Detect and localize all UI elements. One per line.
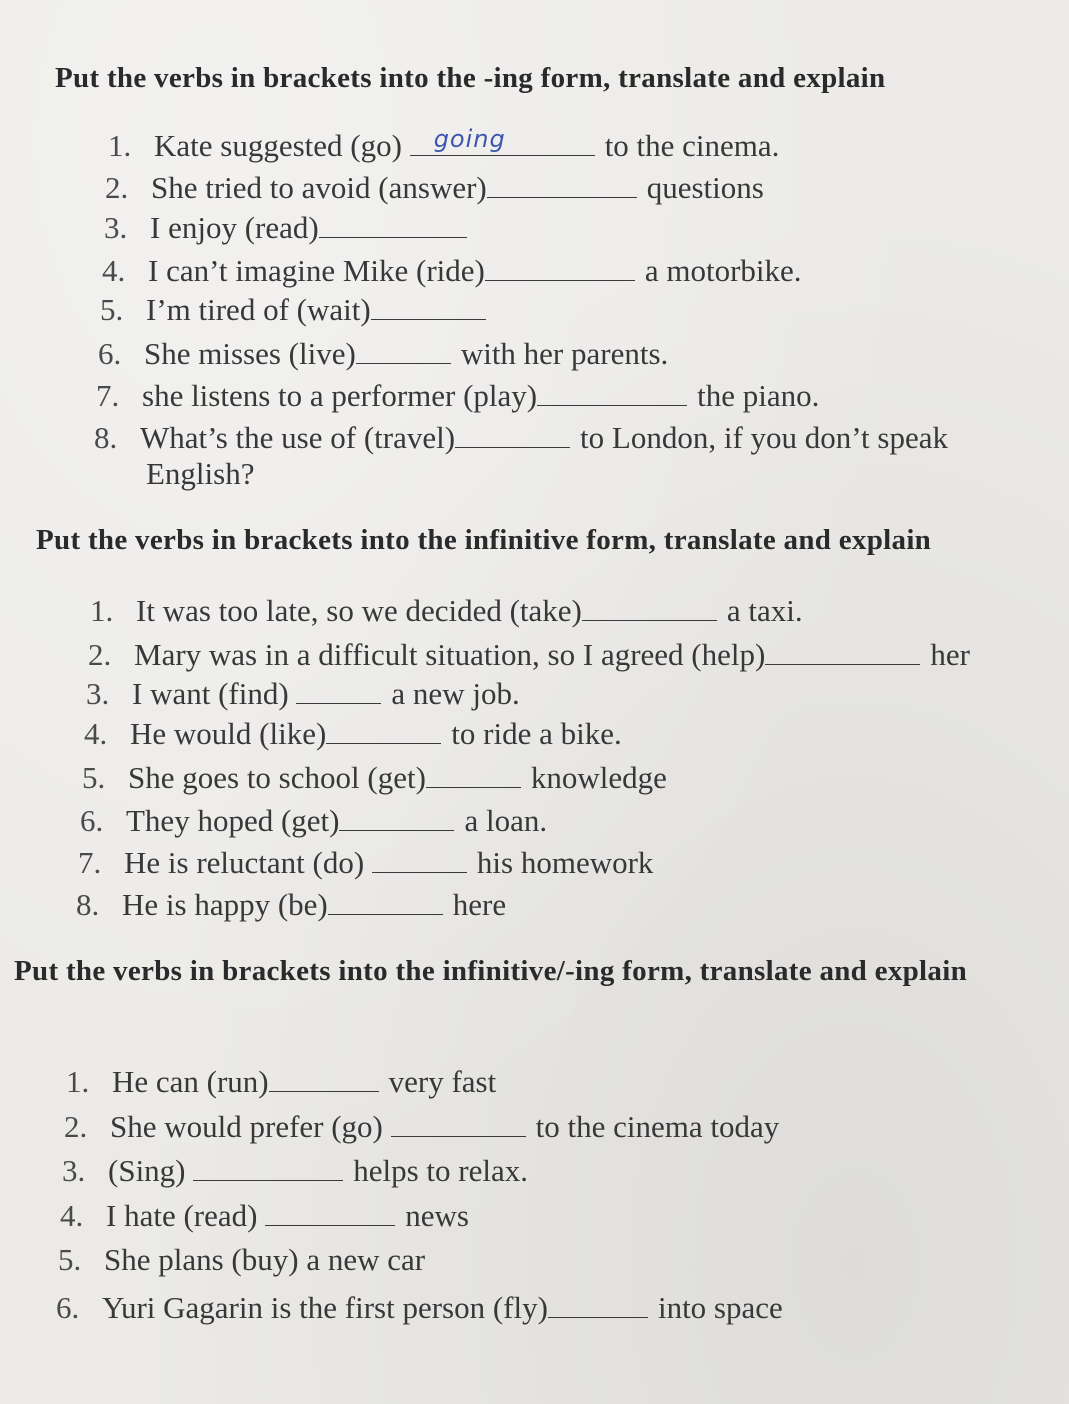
answer-blank[interactable]	[265, 1201, 395, 1226]
item-text: I enjoy (read)	[150, 210, 319, 245]
item-number: 2.	[105, 170, 129, 205]
answer-blank[interactable]	[319, 213, 467, 238]
item8-continuation: English?	[146, 456, 255, 491]
answer-blank[interactable]	[455, 423, 570, 448]
item-continuation: helps to relax.	[353, 1153, 529, 1188]
list-item	[98, 336, 668, 372]
answer-blank[interactable]	[765, 640, 920, 665]
item-continuation: his homework	[476, 845, 654, 880]
list-item	[58, 1242, 425, 1278]
item-number: 6.	[80, 803, 104, 838]
item-continuation: to ride a bike.	[451, 716, 622, 751]
list-item	[86, 676, 520, 712]
item-number: 1.	[108, 128, 132, 163]
answer-blank[interactable]	[328, 890, 443, 915]
item-number: 5.	[58, 1242, 82, 1277]
list-item	[62, 1153, 528, 1189]
item-continuation: her	[930, 637, 970, 672]
answer-blank[interactable]	[193, 1156, 343, 1181]
list-item	[64, 1109, 779, 1145]
item-text: (Sing)	[108, 1153, 186, 1188]
item-continuation: a taxi.	[726, 593, 803, 628]
item-text: What’s the use of (travel)	[140, 420, 456, 455]
item-text: They hoped (get)	[126, 803, 340, 838]
answer-blank[interactable]	[548, 1293, 648, 1318]
list-item	[80, 803, 547, 839]
item-text: I hate (read)	[106, 1198, 258, 1233]
answer-blank[interactable]	[410, 125, 595, 156]
item-number: 5.	[82, 760, 106, 795]
list-item	[76, 887, 506, 923]
list-item	[82, 760, 667, 796]
item-text: I want (find)	[132, 676, 289, 711]
list-item	[84, 716, 622, 752]
answer-blank[interactable]	[537, 381, 687, 406]
item-number: 6.	[98, 336, 122, 371]
item-text: He is happy (be)	[122, 887, 328, 922]
section3-heading: Put the verbs in brackets into the infinitive/-ing form, translate and explain	[14, 955, 967, 987]
item-number: 2.	[64, 1109, 88, 1144]
answer-blank[interactable]	[296, 679, 381, 704]
item-continuation: to the cinema today	[535, 1109, 780, 1144]
list-item	[66, 1064, 496, 1100]
item-continuation: questions	[646, 170, 764, 205]
answer-blank[interactable]	[372, 848, 467, 873]
answer-blank[interactable]	[426, 763, 521, 788]
list-item	[102, 253, 802, 289]
item-number: 3.	[86, 676, 110, 711]
item-continuation: a loan.	[464, 803, 548, 838]
item-number: 1.	[66, 1064, 90, 1099]
section2-heading: Put the verbs in brackets into the infinitive form, translate and explain	[36, 524, 932, 556]
item-number: 8.	[76, 887, 100, 922]
item-text: I’m tired of (wait)	[146, 292, 371, 327]
item-continuation: to London, if you don’t speak	[580, 420, 948, 455]
handwritten-answer: going	[433, 125, 506, 153]
list-item	[60, 1198, 469, 1234]
item-number: 8.	[94, 420, 118, 455]
answer-blank[interactable]	[485, 256, 635, 281]
answer-blank[interactable]	[371, 295, 486, 320]
item-continuation: knowledge	[530, 760, 667, 795]
list-item	[104, 210, 467, 246]
item-text: She tried to avoid (answer)	[151, 170, 487, 205]
answer-blank[interactable]	[269, 1067, 379, 1092]
item-continuation: very fast	[388, 1064, 497, 1099]
list-item	[78, 845, 653, 881]
item-text: Mary was in a difficult situation, so I agreed (help)	[134, 637, 766, 672]
item-text: She goes to school (get)	[128, 760, 426, 795]
item-continuation: into space	[657, 1290, 783, 1325]
section1-heading: Put the verbs in brackets into the -ing form, translate and explain	[55, 62, 886, 94]
item-number: 4.	[102, 253, 126, 288]
item-text: She misses (live)	[144, 336, 356, 371]
answer-blank[interactable]	[356, 339, 451, 364]
item-number: 7.	[96, 378, 120, 413]
item-continuation: the piano.	[697, 378, 820, 413]
list-item	[108, 125, 780, 164]
item-number: 2.	[88, 637, 112, 672]
answer-blank[interactable]	[582, 596, 717, 621]
item-text: He would (like)	[130, 716, 327, 751]
item-text: she listens to a performer (play)	[142, 378, 538, 413]
list-item	[90, 593, 803, 629]
answer-blank[interactable]	[391, 1112, 526, 1137]
list-item	[96, 378, 819, 414]
item-number: 3.	[62, 1153, 86, 1188]
item-continuation: to the cinema.	[604, 128, 780, 163]
list-item	[56, 1290, 783, 1326]
item-number: 6.	[56, 1290, 80, 1325]
item-continuation: here	[452, 887, 507, 922]
item-text: He can (run)	[112, 1064, 269, 1099]
answer-blank[interactable]	[487, 173, 637, 198]
item-number: 1.	[90, 593, 114, 628]
item-text: Kate suggested (go)	[154, 128, 402, 163]
list-item	[88, 637, 970, 673]
list-item	[100, 292, 486, 328]
item-number: 4.	[84, 716, 108, 751]
item-text: He is reluctant (do)	[124, 845, 365, 880]
item-continuation: a motorbike.	[644, 253, 802, 288]
item-text: She plans (buy) a new car	[104, 1242, 426, 1277]
item-text: I can’t imagine Mike (ride)	[148, 253, 485, 288]
list-item	[105, 170, 764, 206]
item-continuation: a new job.	[391, 676, 520, 711]
item-number: 4.	[60, 1198, 84, 1233]
item-number: 3.	[104, 210, 128, 245]
item-number: 7.	[78, 845, 102, 880]
answer-blank[interactable]	[339, 806, 454, 831]
item-text: Yuri Gagarin is the first person (fly)	[102, 1290, 548, 1325]
item-continuation: with her parents.	[460, 336, 669, 371]
item-continuation: news	[405, 1198, 469, 1233]
answer-blank[interactable]	[326, 719, 441, 744]
item-number: 5.	[100, 292, 124, 327]
item-text: It was too late, so we decided (take)	[136, 593, 582, 628]
list-item	[94, 420, 948, 456]
item-text: She would prefer (go)	[110, 1109, 383, 1144]
